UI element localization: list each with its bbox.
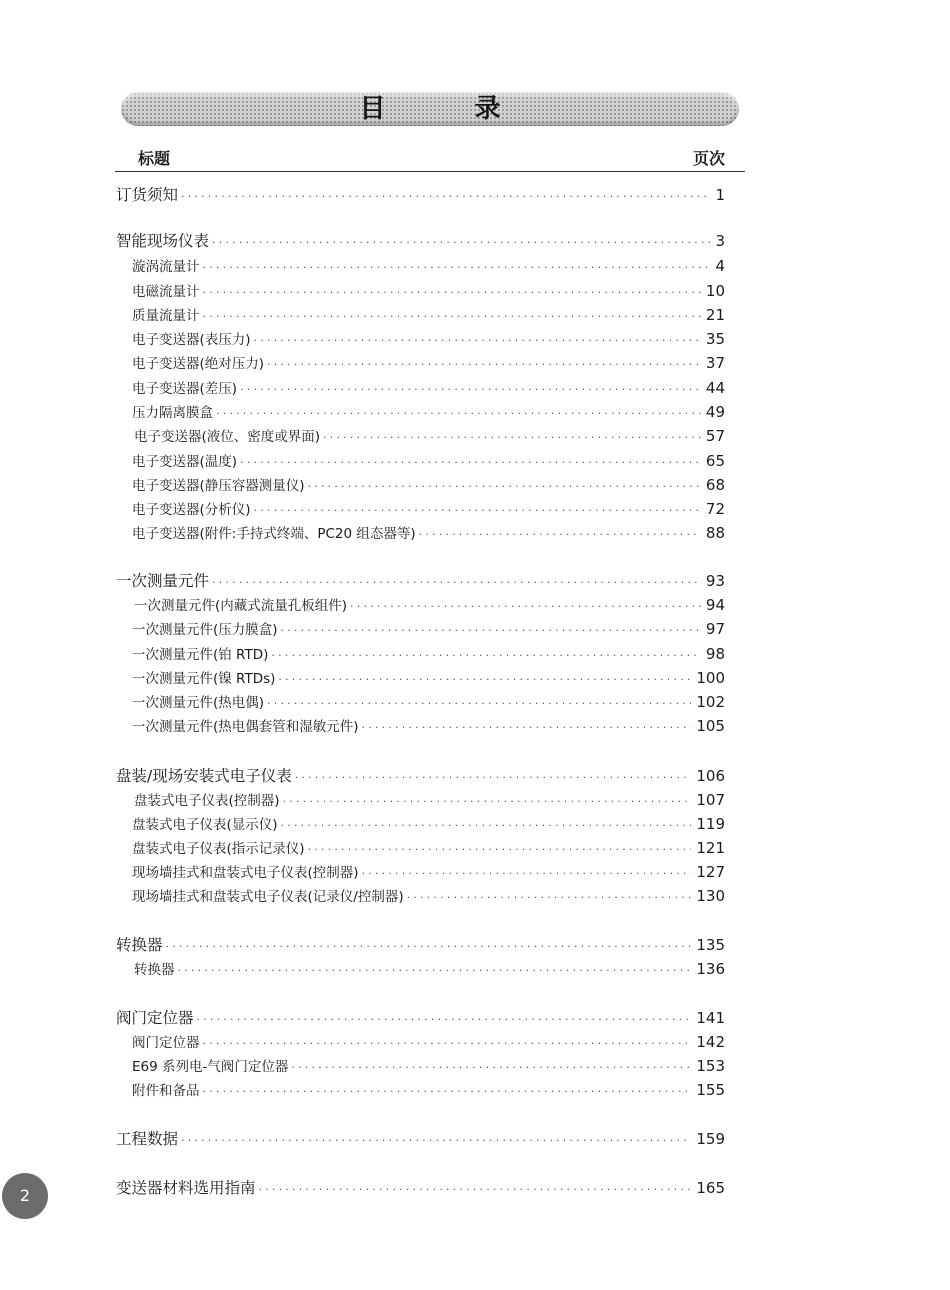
toc-entry-page: 35 [705,330,725,348]
dot-leader [203,261,711,274]
toc-entry-line [134,958,725,978]
dot-leader [267,697,691,710]
toc-entry-page: 106 [696,767,725,785]
dot-leader [362,867,692,880]
toc-subentry[interactable] [0,498,950,518]
toc-entry-line [132,352,725,372]
toc-subentry[interactable] [0,885,950,905]
toc-entry-page: 130 [696,887,725,905]
toc-subentry[interactable] [0,789,950,809]
dot-leader [283,795,692,808]
toc-entry-page: 98 [705,645,725,663]
toc-entry-line [132,715,725,735]
toc-subentry[interactable] [0,958,950,978]
toc-entry-line [132,618,725,638]
dot-leader [203,1037,692,1050]
dot-leader [203,286,701,299]
toc-entry-label: 电子变送器(表压力) [132,332,251,348]
toc-entry-line [132,401,725,421]
toc-entry-page: 136 [696,960,725,978]
toc-entry-page: 49 [705,403,725,421]
dot-leader [350,600,701,613]
toc-subentry[interactable] [0,813,950,833]
toc-entry-line [134,594,725,614]
dot-leader [203,1085,692,1098]
toc-entry-label: 附件和备品 [132,1083,200,1099]
toc-entry-label: 盘装/现场安装式电子仪表 [116,767,292,785]
toc-entry-line [132,1079,725,1099]
toc-entry-page: 153 [696,1057,725,1075]
dot-leader [240,383,701,396]
dot-leader [271,649,701,662]
toc-entry-page: 88 [705,524,725,542]
toc-entry-page: 105 [696,717,725,735]
toc-entry-page: 165 [696,1179,725,1197]
dot-leader [203,310,701,323]
toc-entry-line [134,789,725,809]
toc-subentry[interactable] [0,1055,950,1075]
column-header-page: 页次 [692,149,725,168]
dot-leader [267,358,701,371]
toc-subentry[interactable] [0,401,950,421]
toc-entry-label: 一次测量元件 [116,572,210,590]
toc-entry-line [116,764,725,784]
toc-section-entry[interactable] [0,569,950,589]
toc-entry-page: 68 [705,476,725,494]
dot-leader [291,1061,691,1074]
toc-subentry[interactable] [0,1079,950,1099]
toc-entry-line [132,450,725,470]
toc-entry-line [132,474,725,494]
dot-leader [254,334,701,347]
toc-entry-page: 72 [705,500,725,518]
toc-entry-label: 订货须知 [116,186,179,204]
toc-entry-line [116,933,725,953]
toc-entry-line [132,691,725,711]
toc-subentry[interactable] [0,474,950,494]
toc-section-entry[interactable] [0,1127,950,1147]
toc-entry-label: 一次测量元件(热电偶) [132,695,265,711]
toc-section-entry[interactable] [0,229,950,249]
toc-section-entry[interactable] [0,764,950,784]
toc-entry-line [116,569,725,589]
toc-entry-label: 变送器材料选用指南 [116,1179,256,1197]
toc-entry-page: 159 [696,1130,725,1148]
toc-entry-page: 3 [715,232,725,250]
toc-entry-line [116,229,725,249]
toc-entry-page: 102 [696,693,725,711]
toc-entry-line [116,1127,725,1147]
toc-entry-line [132,813,725,833]
toc-section-entry[interactable] [0,933,950,953]
toc-entry-page: 10 [705,282,725,300]
toc-entry-label: E69 系列电-气阀门定位器 [132,1059,289,1075]
toc-entry-label: 盘装式电子仪表(控制器) [134,793,280,809]
dot-leader [212,576,701,589]
toc-entry-page: 121 [696,839,725,857]
toc-entry-line [132,280,725,300]
dot-leader [308,843,692,856]
toc-entry-label: 电子变送器(附件:手持式终端、PC20 组态器等) [132,526,416,542]
toc-entry-page: 94 [705,596,725,614]
dot-leader [323,431,701,444]
dot-leader [212,236,710,249]
toc-entry-label: 盘装式电子仪表(指示记录仪) [132,841,305,857]
toc-subentry[interactable] [0,643,950,663]
toc-entry-label: 一次测量元件(镍 RTDs) [132,671,276,687]
toc-entry-label: 盘装式电子仪表(显示仪) [132,817,278,833]
column-header-title: 标题 [138,149,171,168]
dot-leader [281,819,692,832]
toc-subentry[interactable] [0,280,950,300]
toc-entry-page: 21 [705,306,725,324]
toc-section-entry[interactable] [0,1176,950,1196]
toc-entry-label: 质量流量计 [132,308,200,324]
toc-entry-label: 转换器 [134,962,175,978]
toc-entry-label: 电子变送器(差压) [132,381,238,397]
toc-entry-label: 电子变送器(液位、密度或界面) [134,429,321,445]
toc-entry-label: 现场墙挂式和盘装式电子仪表(记录仪/控制器) [132,889,404,905]
toc-entry-line [134,425,725,445]
toc-entry-line [132,861,725,881]
dot-leader [419,528,701,541]
toc-subentry[interactable] [0,352,950,372]
toc-entry-label: 现场墙挂式和盘装式电子仪表(控制器) [132,865,359,881]
dot-leader [181,190,710,203]
toc-entry-line [132,522,725,542]
toc-subentry[interactable] [0,861,950,881]
toc-entry-label: 工程数据 [116,1130,179,1148]
toc-subentry[interactable] [0,715,950,735]
toc-section-entry[interactable] [0,183,950,203]
toc-entry-line [132,304,725,324]
toc-entry-label: 一次测量元件(热电偶套管和湿敏元件) [132,719,359,735]
toc-subentry[interactable] [0,450,950,470]
toc-entry-line [132,1031,725,1051]
toc-subentry[interactable] [0,691,950,711]
toc-subentry[interactable] [0,1031,950,1051]
toc-entry-page: 100 [696,669,725,687]
toc-entry-line [116,1176,725,1196]
dot-leader [216,407,701,420]
dot-leader [308,480,701,493]
dot-leader [178,964,692,977]
toc-subentry[interactable] [0,667,950,687]
toc-entry-label: 转换器 [116,936,163,954]
toc-entry-page: 65 [705,452,725,470]
toc-entry-label: 电子变送器(绝对压力) [132,356,265,372]
toc-entry-page: 127 [696,863,725,881]
toc-subentry[interactable] [0,837,950,857]
toc-subentry[interactable] [0,328,950,348]
dot-leader [197,1013,692,1026]
toc-entry-page: 135 [696,936,725,954]
toc-entry-line [132,837,725,857]
toc-entry-line [132,498,725,518]
toc-entry-line [132,328,725,348]
toc-entry-page: 97 [705,620,725,638]
toc-entry-line [116,1006,725,1026]
toc-section-entry[interactable] [0,1006,950,1026]
toc-entry-line [132,885,725,905]
toc-entry-page: 93 [705,572,725,590]
toc-entry-page: 119 [696,815,725,833]
toc-entry-label: 阀门定位器 [116,1009,194,1027]
toc-entry-label: 一次测量元件(压力膜盒) [132,622,278,638]
toc-subentry[interactable] [0,522,950,542]
toc-entry-line [132,255,725,275]
toc-entry-page: 142 [696,1033,725,1051]
dot-leader [281,624,701,637]
toc-entry-label: 一次测量元件(内藏式流量孔板组件) [134,598,348,614]
toc-entry-page: 57 [705,427,725,445]
dot-leader [362,721,692,734]
dot-leader [295,771,692,784]
dot-leader [240,456,701,469]
toc-subentry[interactable] [0,377,950,397]
toc-entry-page: 1 [715,186,725,204]
toc-subentry[interactable] [0,425,950,445]
toc-entry-page: 155 [696,1081,725,1099]
toc-entry-page: 37 [705,354,725,372]
toc-entry-line [116,183,725,203]
dot-leader [407,891,692,904]
toc-entry-page: 141 [696,1009,725,1027]
toc-entry-label: 电子变送器(温度) [132,454,238,470]
dot-leader [166,940,692,953]
toc-entry-page: 44 [705,379,725,397]
toc-subentry[interactable] [0,618,950,638]
dot-leader [259,1183,692,1196]
toc-title: 目 录 [359,94,541,124]
toc-entry-label: 一次测量元件(铂 RTD) [132,647,269,663]
toc-entry-label: 电子变送器(静压容器测量仪) [132,478,305,494]
toc-entry-page: 107 [696,791,725,809]
toc-entry-line [132,667,725,687]
dot-leader [254,504,701,517]
toc-entry-page: 4 [715,257,725,275]
toc-entry-label: 智能现场仪表 [116,232,210,250]
toc-subentry[interactable] [0,255,950,275]
toc-entry-line [132,377,725,397]
toc-entry-label: 漩涡流量计 [132,259,200,275]
toc-entry-line [132,1055,725,1075]
toc-subentry[interactable] [0,304,950,324]
toc-entry-label: 电子变送器(分析仪) [132,502,251,518]
toc-entry-label: 电磁流量计 [132,284,200,300]
dot-leader [278,673,691,686]
toc-entry-line [132,643,725,663]
toc-subentry[interactable] [0,594,950,614]
page-number-badge: 2 [2,1173,48,1219]
toc-entry-label: 压力隔离膜盒 [132,405,213,421]
dot-leader [181,1134,691,1147]
toc-entry-label: 阀门定位器 [132,1035,200,1051]
